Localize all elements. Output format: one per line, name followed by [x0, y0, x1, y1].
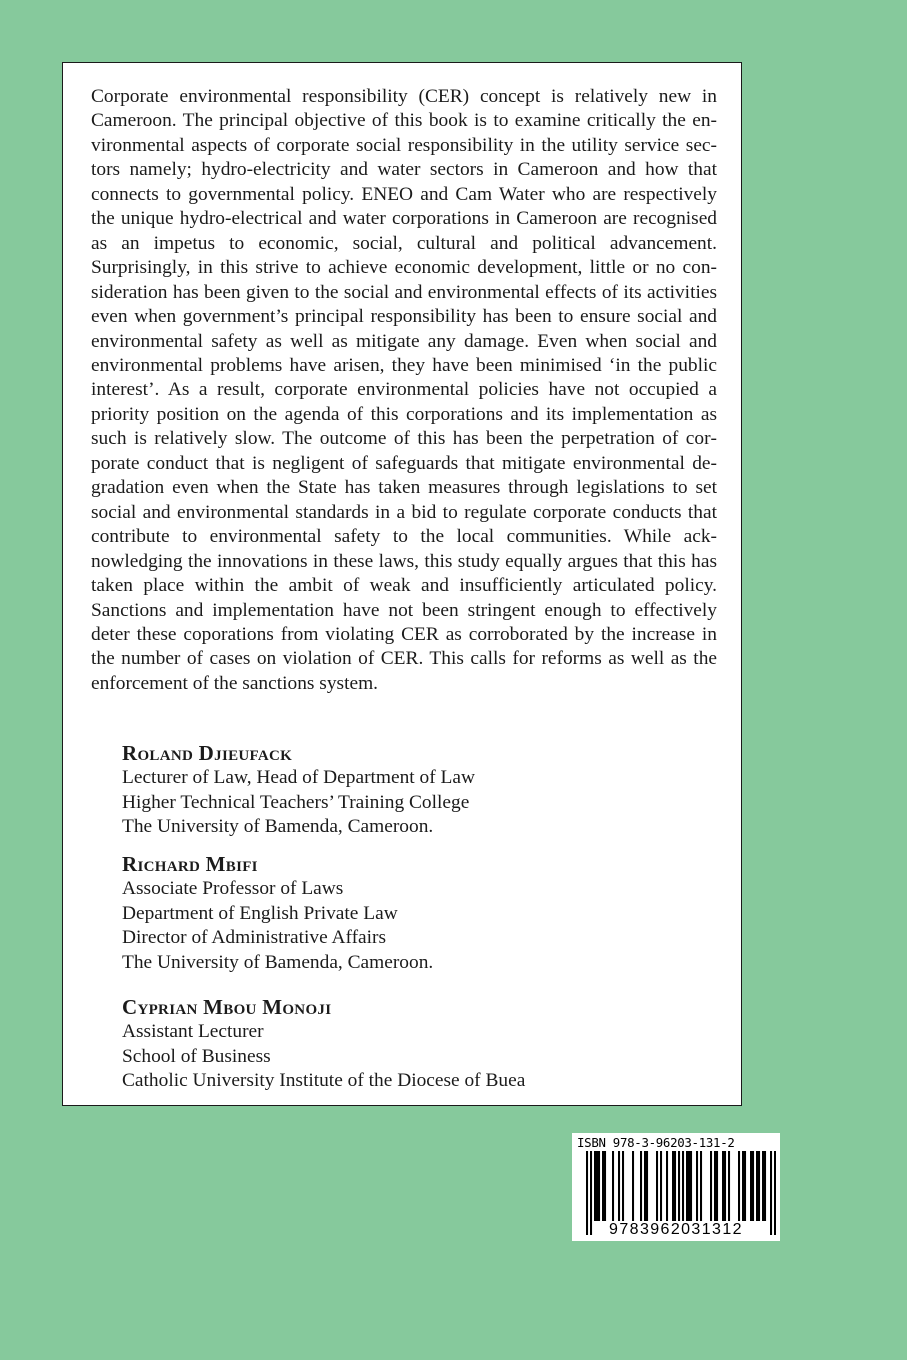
barcode-bar	[742, 1151, 744, 1221]
author-affiliation: Department of English Private Law	[122, 902, 398, 924]
author-name: Roland Djieufack	[122, 741, 293, 765]
barcode-bar	[660, 1151, 662, 1221]
author-affiliation: Associate Professor of Laws	[122, 878, 344, 899]
author-name: Richard Mbifi	[122, 852, 258, 876]
isbn-barcode	[572, 1133, 780, 1241]
barcode-bar	[596, 1151, 598, 1221]
author-affiliation: Director of Administrative Affairs	[122, 927, 387, 949]
barcode-bar	[710, 1151, 712, 1221]
barcode-bar	[744, 1151, 746, 1221]
barcode-bar	[686, 1151, 688, 1221]
back-cover-panel	[62, 62, 742, 1106]
author-affiliation: School of Business	[122, 1045, 271, 1067]
barcode-bar	[750, 1151, 752, 1221]
author-block-mbifi	[122, 851, 722, 975]
barcode-bar	[724, 1151, 726, 1221]
barcode-bar	[696, 1151, 698, 1221]
barcode-bar	[604, 1151, 606, 1221]
barcode-bar	[756, 1151, 758, 1221]
ean-digits	[576, 1221, 776, 1239]
barcode-bar	[602, 1151, 604, 1221]
author-affiliation: The University of Bamenda, Cameroon.	[122, 816, 434, 838]
barcode-bar	[738, 1151, 740, 1221]
barcode-bar	[700, 1151, 702, 1221]
author-affiliation: The University of Bamenda, Cameroon.	[122, 951, 434, 973]
barcode-bar	[646, 1151, 648, 1221]
barcode-bar	[632, 1151, 634, 1221]
barcode-bar	[674, 1151, 676, 1221]
author-block-monoji	[122, 994, 722, 1094]
isbn-label: ISBN 978-3-96203-131-2	[577, 1135, 735, 1150]
barcode-bar	[656, 1151, 658, 1221]
barcode-bar	[672, 1151, 674, 1221]
author-affiliation: Lecturer of Law, Head of Department of Law	[122, 767, 475, 788]
author-affiliation: Higher Technical Teachers’ Training College	[122, 791, 470, 813]
barcode-bar	[758, 1151, 760, 1221]
barcode-bar	[666, 1151, 668, 1221]
book-description: Corporate environmental responsibility (CER) concept is relatively new in Cameroon. The principal objective of this book is to examine critically the environmental aspects of corporate social responsibility in the utility service sectors namely; hydro-electricity and water sectors in Cameroon and how that connects to governmental policy. ENEO and Cam Water who are respectively the unique hydro-electrical and water corporations in Cameroon are recognised as an impetus to economic, social, cultural and political advancement. Surprisingly, in this strive to achieve economic development, little or no consideration has been given to the social and environmental effects of its activities even when government’s principal responsibility has been to ensure social and environmental safety as well as mitigate any damage. Even when social and environmental problems have arisen, they have been minimised ‘in the public interest’. As a result, corporate environmental policies have not occupied a priority position on the agenda of this corporations and its implementation as such is relatively slow. The outcome of this has been the perpetration of corporate conduct that is negligent of safeguards that mitigate environmental degradation even when the State has taken measures through legislations to set social and environmental standards in a bid to regulate corporate conducts that contribute to environmental safety to the local communities. While acknowledging the innovations in these laws, this study equally argues that this has taken place within the ambit of weak and insufficiently articulated policy. Sanctions and implementation have not been stringent enough to effectively deter these coporations from violating CER as corroborated by the increase in the number of cases on violation of CER. This calls for reforms as well as the enforcement of the sanctions system.	[91, 86, 717, 694]
barcode-bar	[644, 1151, 646, 1221]
barcode-bar	[714, 1151, 716, 1221]
author-name: Cyprian Mbou Monoji	[122, 995, 332, 1019]
barcode-bar	[728, 1151, 730, 1221]
barcode-bar	[640, 1151, 642, 1221]
barcode-bar	[716, 1151, 718, 1221]
barcode-bar	[622, 1151, 624, 1221]
barcode-bar	[762, 1151, 764, 1221]
ean-digits-text: 9783962031312	[609, 1221, 743, 1238]
barcode-bar	[690, 1151, 692, 1221]
author-affiliation: Assistant Lecturer	[122, 1021, 264, 1042]
barcode-bar	[594, 1151, 596, 1221]
barcode-bar	[764, 1151, 766, 1221]
author-affiliation: Catholic University Institute of the Diocese of Buea	[122, 1070, 526, 1092]
barcode-bar	[618, 1151, 620, 1221]
barcode-bar	[722, 1151, 724, 1221]
author-block-djieufack	[122, 740, 722, 840]
barcode-bar	[688, 1151, 690, 1221]
barcode-bar	[612, 1151, 614, 1221]
barcode-bar	[598, 1151, 600, 1221]
barcode-bar	[752, 1151, 754, 1221]
